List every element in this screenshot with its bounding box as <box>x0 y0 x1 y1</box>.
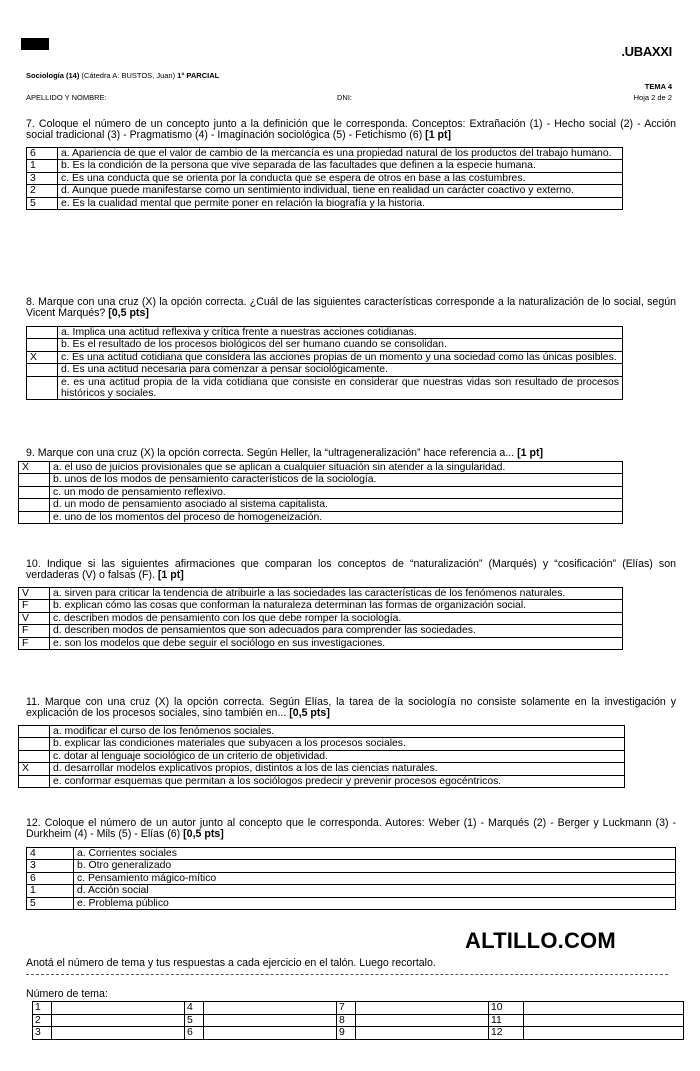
table-row <box>19 600 623 612</box>
table-row <box>27 197 623 209</box>
answer-cell[interactable]: 6 <box>27 872 74 884</box>
exercise-number: 4 <box>185 1002 204 1015</box>
option-text: a. Apariencia de que el valor de cambio de la mercancía es una propiedad natural de los productos del trabajo humano. <box>58 148 623 160</box>
table-row <box>27 897 676 909</box>
answer-cell[interactable]: V <box>19 612 50 624</box>
option-text: b. Es la condición de la persona que vive separada de las facultades que definen a la especie humana. <box>58 160 623 172</box>
question-7-text: 7. Coloque el número de un concepto junto a la definición que le corresponda. Conceptos: Extrañación (1) - Hecho social (2) - Acción social tradicional (3) - Pragmatismo (4) - Imaginación sociológica (5) - Fetichismo (6) <box>26 118 676 142</box>
table-row <box>19 486 623 498</box>
redaction-block <box>21 38 49 50</box>
option-text: a. sirven para criticar la tendencia de atribuirle a las sociedades las características de los fenómenos naturales. <box>50 588 623 600</box>
answer-box[interactable] <box>52 1002 185 1015</box>
exercise-number: 7 <box>337 1002 356 1015</box>
table-row <box>27 848 676 860</box>
question-9-table <box>18 461 623 524</box>
cut-line <box>26 974 668 975</box>
question-8 <box>26 297 676 319</box>
answer-cell[interactable]: 1 <box>27 885 74 897</box>
exercise-number: 10 <box>489 1002 524 1015</box>
question-11-pts: [0,5 pts] <box>289 707 330 720</box>
option-text: d. describen modos de pensamientos que son adecuados para comprender las sociedades. <box>50 625 623 637</box>
course-line <box>26 71 219 80</box>
numero-tema-label: Número de tema: <box>26 988 108 1000</box>
table-row <box>27 339 623 351</box>
answer-box[interactable] <box>204 1014 337 1027</box>
course-catedra: (Cátedra A: BUSTOS, Juan) <box>79 71 178 80</box>
answer-cell[interactable]: F <box>19 625 50 637</box>
exercise-number: 5 <box>185 1014 204 1027</box>
table-row <box>27 327 623 339</box>
table-row <box>19 750 625 762</box>
table-row <box>19 726 625 738</box>
answer-cell[interactable]: X <box>19 462 50 474</box>
table-row <box>19 738 625 750</box>
answer-cell[interactable]: 3 <box>27 172 58 184</box>
answer-cell[interactable]: 5 <box>27 897 74 909</box>
option-text: c. Pensamiento mágico-mítico <box>74 872 676 884</box>
answer-cell[interactable] <box>19 511 50 523</box>
answer-cell[interactable]: 6 <box>27 148 58 160</box>
answer-box[interactable] <box>204 1002 337 1015</box>
option-text: c. Es una conducta que se orienta por la conducta que se espera de otros en base a las costumbres. <box>58 172 623 184</box>
question-7-pts: [1 pt] <box>425 129 452 142</box>
question-9-text: 9. Marque con una cruz (X) la opción correcta. Según Heller, la “ultrageneralización” hace referencia a... <box>26 447 518 459</box>
table-row <box>19 588 623 600</box>
question-8-text: 8. Marque con una cruz (X) la opción correcta. ¿Cuál de las siguientes características corresponde a la naturalización de lo social, según Vicent Marqués? <box>26 296 676 320</box>
table-row <box>33 1027 684 1040</box>
exercise-number: 1 <box>33 1002 52 1015</box>
answer-box[interactable] <box>524 1027 684 1040</box>
option-text: d. desarrollar modelos explicativos propios, distintos a los de las ciencias naturales. <box>50 763 625 775</box>
apellido-label: APELLIDO Y NOMBRE: <box>26 93 107 102</box>
option-text: a. modificar el curso de los fenómenos sociales. <box>50 726 625 738</box>
question-7 <box>26 119 676 141</box>
table-row <box>19 474 623 486</box>
option-text: c. describen modos de pensamiento con los que debe romper la sociología. <box>50 612 623 624</box>
answer-cell[interactable] <box>27 327 58 339</box>
option-text: a. el uso de juicios provisionales que se aplican a cualquier situación sin atender a la singularidad. <box>50 462 623 474</box>
answer-cell[interactable]: V <box>19 588 50 600</box>
table-row <box>27 172 623 184</box>
answer-box[interactable] <box>356 1027 489 1040</box>
answer-cell[interactable]: X <box>19 763 50 775</box>
answer-cell[interactable]: F <box>19 600 50 612</box>
answer-cell[interactable] <box>19 775 50 787</box>
question-12-table <box>26 847 676 910</box>
option-text: d. Aunque puede manifestarse como un sentimiento individual, tiene en realidad un carácter coactivo y externo. <box>58 185 623 197</box>
question-11-text: 11. Marque con una cruz (X) la opción correcta. Según Elías, la tarea de la sociología no consiste solamente en la investigación y explicación de los procesos sociales, sino también en... <box>26 696 676 720</box>
table-row <box>19 499 623 511</box>
option-text: a. Corrientes sociales <box>74 848 676 860</box>
answer-cell[interactable] <box>19 726 50 738</box>
option-text: a. Implica una actitud reflexiva y crítica frente a nuestras acciones cotidianas. <box>58 327 623 339</box>
table-row <box>27 185 623 197</box>
option-text: c. dotar al lenguaje sociológico de un criterio de objetividad. <box>50 750 625 762</box>
table-row <box>27 148 623 160</box>
question-9 <box>26 448 676 459</box>
question-12-pts: [0,5 pts] <box>183 828 224 841</box>
question-10-table <box>18 587 623 650</box>
answer-box[interactable] <box>356 1014 489 1027</box>
answer-box[interactable] <box>204 1027 337 1040</box>
option-text: b. Otro generalizado <box>74 860 676 872</box>
question-7-table <box>26 147 623 210</box>
option-text: c. un modo de pensamiento reflexivo. <box>50 486 623 498</box>
answer-cell[interactable]: X <box>27 351 58 363</box>
exercise-number: 8 <box>337 1014 356 1027</box>
table-row <box>27 872 676 884</box>
tema-label: TEMA 4 <box>644 82 672 91</box>
option-text: e. Problema público <box>74 897 676 909</box>
table-row <box>27 376 623 400</box>
option-text: e. Es la cualidad mental que permite poner en relación la biografía y la historia. <box>58 197 623 209</box>
watermark: ALTILLO.COM <box>465 928 616 953</box>
exercise-number: 11 <box>489 1014 524 1027</box>
table-row <box>33 1014 684 1027</box>
question-11 <box>26 697 676 719</box>
course-name: Sociología (14) <box>26 71 80 80</box>
question-12 <box>26 818 676 840</box>
question-12-text: 12. Coloque el número de un autor junto al concepto que le corresponda. Autores: Weber (1) - Marqués (2) - Berger y Luckmann (3) - Durkheim (4) - Mils (5) - Elías (6) <box>26 817 676 841</box>
answer-cell[interactable] <box>27 339 58 351</box>
question-9-pts: [1 pt] <box>517 447 543 459</box>
answer-box[interactable] <box>524 1014 684 1027</box>
option-text: d. Acción social <box>74 885 676 897</box>
instruction-text: Anotá el número de tema y tus respuestas a cada ejercicio en el talón. Luego recortalo. <box>26 957 436 969</box>
page-number: Hoja 2 de 2 <box>633 93 672 102</box>
table-row <box>19 625 623 637</box>
option-text: e. uno de los momentos del proceso de homogeneización. <box>50 511 623 523</box>
option-text: b. explican cómo las cosas que conforman la naturaleza determinan las formas de organización social. <box>50 600 623 612</box>
question-10-text: 10. Indique si las siguientes afirmaciones que comparan los conceptos de “naturalización” (Marqués) y “cosificación” (Elías) son verdaderas (V) o falsas (F). <box>26 558 676 582</box>
option-text: d. un modo de pensamiento asociado al sistema capitalista. <box>50 499 623 511</box>
table-row <box>19 775 625 787</box>
answer-cell[interactable]: F <box>19 637 50 649</box>
answer-cell[interactable] <box>27 376 58 400</box>
table-row <box>27 160 623 172</box>
table-row <box>27 885 676 897</box>
table-row <box>19 462 623 474</box>
option-text: d. Es una actitud necesaria para comenzar a pensar sociológicamente. <box>58 364 623 376</box>
option-text: e. es una actitud propia de la vida cotidiana que consiste en considerar que nuestras vidas son resultado de procesos históricos y sociales. <box>58 376 623 400</box>
answer-cell[interactable] <box>27 364 58 376</box>
exercise-number: 3 <box>33 1027 52 1040</box>
answer-box[interactable] <box>356 1002 489 1015</box>
answer-cell[interactable]: 3 <box>27 860 74 872</box>
question-10-pts: [1 pt] <box>157 569 184 582</box>
option-text: e. conformar esquemas que permitan a los sociólogos predecir y prevenir procesos egocéntricos. <box>50 775 625 787</box>
answer-stub-grid <box>32 1001 684 1040</box>
exercise-number: 6 <box>185 1027 204 1040</box>
table-row <box>27 860 676 872</box>
table-row <box>19 763 625 775</box>
uba-logo: .UBAXXI <box>621 44 672 59</box>
answer-box[interactable] <box>524 1002 684 1015</box>
answer-cell[interactable]: 4 <box>27 848 74 860</box>
option-text: b. Es el resultado de los procesos biológicos del ser humano cuando se consolidan. <box>58 339 623 351</box>
question-11-table <box>18 725 625 788</box>
answer-cell[interactable]: 1 <box>27 160 58 172</box>
exam-name: 1° PARCIAL <box>177 71 220 80</box>
table-row <box>19 637 623 649</box>
answer-cell[interactable] <box>19 486 50 498</box>
table-row <box>27 364 623 376</box>
table-row <box>19 612 623 624</box>
answer-box[interactable] <box>52 1014 185 1027</box>
answer-box[interactable] <box>52 1027 185 1040</box>
option-text: e. son los modelos que debe seguir el sociólogo en sus investigaciones. <box>50 637 623 649</box>
option-text: c. Es una actitud cotidiana que considera las acciones propias de un momento y una sociedad como las únicas posibles. <box>58 351 623 363</box>
exercise-number: 12 <box>489 1027 524 1040</box>
table-row <box>19 511 623 523</box>
answer-cell[interactable] <box>19 474 50 486</box>
answer-cell[interactable]: 5 <box>27 197 58 209</box>
table-row <box>27 351 623 363</box>
answer-cell[interactable] <box>19 750 50 762</box>
exercise-number: 9 <box>337 1027 356 1040</box>
question-10 <box>26 559 676 581</box>
answer-cell[interactable]: 2 <box>27 185 58 197</box>
question-8-pts: [0,5 pts] <box>108 307 149 320</box>
dni-label: DNI: <box>337 93 352 102</box>
exercise-number: 2 <box>33 1014 52 1027</box>
option-text: b. unos de los modos de pensamiento característicos de la sociología. <box>50 474 623 486</box>
answer-cell[interactable] <box>19 738 50 750</box>
table-row <box>33 1002 684 1015</box>
question-8-table <box>26 326 623 400</box>
option-text: b. explicar las condiciones materiales que subyacen a los procesos sociales. <box>50 738 625 750</box>
answer-cell[interactable] <box>19 499 50 511</box>
